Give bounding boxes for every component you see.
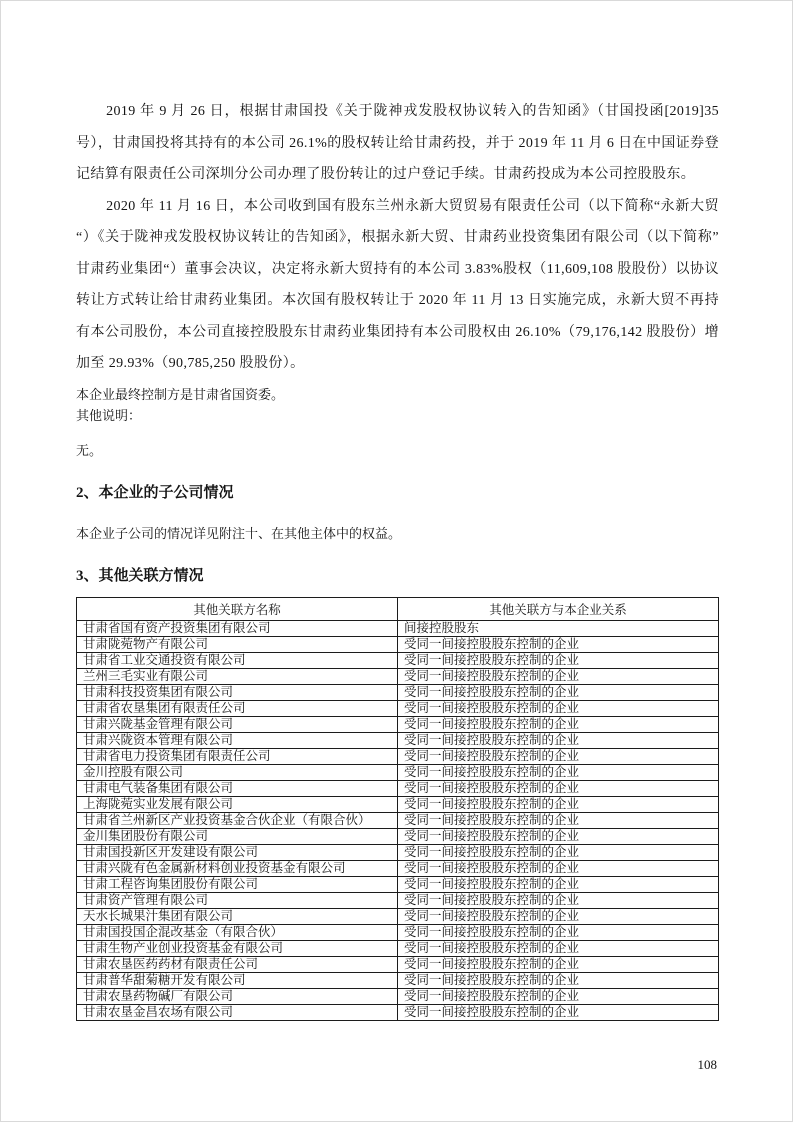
related-parties-table xyxy=(76,597,719,1021)
relationship-cell: 受同一间接控股股东控制的企业 xyxy=(398,844,719,860)
related-party-name-cell: 甘肃国投新区开发建设有限公司 xyxy=(77,844,398,860)
relationship-cell: 受同一间接控股股东控制的企业 xyxy=(398,684,719,700)
related-party-name-cell: 甘肃电气装备集团有限公司 xyxy=(77,780,398,796)
related-party-name-cell: 甘肃国投国企混改基金（有限合伙） xyxy=(77,924,398,940)
related-party-name-cell: 甘肃省电力投资集团有限责任公司 xyxy=(77,748,398,764)
table-row xyxy=(77,780,719,796)
relationship-cell: 受同一间接控股股东控制的企业 xyxy=(398,956,719,972)
relationship-cell: 受同一间接控股股东控制的企业 xyxy=(398,940,719,956)
table-row xyxy=(77,668,719,684)
relationship-cell: 受同一间接控股股东控制的企业 xyxy=(398,780,719,796)
relationship-cell: 受同一间接控股股东控制的企业 xyxy=(398,892,719,908)
paragraph-equity-transfer-2019: 2019 年 9 月 26 日，根据甘肃国投《关于陇神戎发股权协议转入的告知函》（甘国投函[2019]35 号），甘肃国投将其持有的本公司 26.1%的股权转让给甘肃药投，并于 2019 年 11 月 6 日在中国证券登记结算有限责任公司深圳分公司办理了股份转让的过户登记手续。甘肃药投成为本公司控股股东。 xyxy=(76,104,719,182)
table-row xyxy=(77,652,719,668)
related-party-name-cell: 甘肃农垦医药药材有限责任公司 xyxy=(77,956,398,972)
table-row xyxy=(77,1004,719,1020)
relationship-cell: 受同一间接控股股东控制的企业 xyxy=(398,860,719,876)
table-row xyxy=(77,812,719,828)
relationship-cell: 受同一间接控股股东控制的企业 xyxy=(398,988,719,1004)
relationship-cell: 受同一间接控股股东控制的企业 xyxy=(398,876,719,892)
table-row xyxy=(77,764,719,780)
column-header-relationship: 其他关联方与本企业关系 xyxy=(398,597,719,620)
related-party-name-cell: 甘肃农垦药物碱厂有限公司 xyxy=(77,988,398,1004)
related-party-name-cell: 甘肃兴陇基金管理有限公司 xyxy=(77,716,398,732)
note-other-value: 无。 xyxy=(76,442,103,458)
table-body xyxy=(77,620,719,1020)
table-row xyxy=(77,956,719,972)
related-party-name-cell: 甘肃农垦金昌农场有限公司 xyxy=(77,1004,398,1020)
related-party-name-cell: 甘肃省兰州新区产业投资基金合伙企业（有限合伙） xyxy=(77,812,398,828)
related-party-name-cell: 金川控股有限公司 xyxy=(77,764,398,780)
related-party-name-cell: 甘肃科技投资集团有限公司 xyxy=(77,684,398,700)
related-party-name-cell: 甘肃兴陇有色金属新材料创业投资基金有限公司 xyxy=(77,860,398,876)
table-row xyxy=(77,844,719,860)
relationship-cell: 间接控股股东 xyxy=(398,620,719,636)
table-row xyxy=(77,732,719,748)
related-party-name-cell: 甘肃陇菀物产有限公司 xyxy=(77,636,398,652)
relationship-cell: 受同一间接控股股东控制的企业 xyxy=(398,636,719,652)
table-row xyxy=(77,972,719,988)
relationship-cell: 受同一间接控股股东控制的企业 xyxy=(398,668,719,684)
relationship-cell: 受同一间接控股股东控制的企业 xyxy=(398,812,719,828)
related-party-name-cell: 甘肃省农垦集团有限责任公司 xyxy=(77,700,398,716)
table-row xyxy=(77,860,719,876)
relationship-cell: 受同一间接控股股东控制的企业 xyxy=(398,1004,719,1020)
related-party-name-cell: 甘肃省工业交通投资有限公司 xyxy=(77,652,398,668)
table-header-row xyxy=(77,597,719,620)
table-row xyxy=(77,700,719,716)
paragraph-equity-transfer-2020: 2020 年 11 月 16 日，本公司收到国有股东兰州永新大贸贸易有限责任公司（以下简称“永新大贸“）《关于陇神戎发股权协议转让的告知函》，根据永新大贸、甘肃药业投资集团有限公司（以下简称”甘肃药业集团“）董事会决议，决定将永新大贸持有的本公司 3.83%股权（11,609,108 股股份）以协议转让方式转让给甘肃药业集团。本次国有股权转让于 2020 年 11 月 13 日实施完成，永新大贸不再持有本公司股份，本公司直接控股股东甘肃药业集团持有本公司股权由 26.10%（79,176,142 股股份）增加至 29.93%（90,785,250 股股份）。 xyxy=(76,198,719,371)
note-other-label: 其他说明： xyxy=(76,407,142,423)
relationship-cell: 受同一间接控股股东控制的企业 xyxy=(398,828,719,844)
relationship-cell: 受同一间接控股股东控制的企业 xyxy=(398,908,719,924)
relationship-cell: 受同一间接控股股东控制的企业 xyxy=(398,652,719,668)
table-row xyxy=(77,636,719,652)
related-party-name-cell: 兰州三毛实业有限公司 xyxy=(77,668,398,684)
table-row xyxy=(77,620,719,636)
related-party-name-cell: 天水长城果汁集团有限公司 xyxy=(77,908,398,924)
table-row xyxy=(77,876,719,892)
column-header-related-party-name: 其他关联方名称 xyxy=(77,597,398,620)
section-body-subsidiaries: 本企业子公司的情况详见附注十、在其他主体中的权益。 xyxy=(76,525,402,541)
related-party-name-cell: 甘肃省国有资产投资集团有限公司 xyxy=(77,620,398,636)
relationship-cell: 受同一间接控股股东控制的企业 xyxy=(398,796,719,812)
relationship-cell: 受同一间接控股股东控制的企业 xyxy=(398,700,719,716)
related-party-name-cell: 上海陇菀实业发展有限公司 xyxy=(77,796,398,812)
page-number: 108 xyxy=(697,1057,717,1072)
table-row xyxy=(77,684,719,700)
relationship-cell: 受同一间接控股股东控制的企业 xyxy=(398,764,719,780)
relationship-cell: 受同一间接控股股东控制的企业 xyxy=(398,716,719,732)
section-heading-subsidiaries: 2、本企业的子公司情况 xyxy=(76,484,234,501)
relationship-cell: 受同一间接控股股东控制的企业 xyxy=(398,924,719,940)
table-row xyxy=(77,924,719,940)
related-party-name-cell: 金川集团股份有限公司 xyxy=(77,828,398,844)
relationship-cell: 受同一间接控股股东控制的企业 xyxy=(398,748,719,764)
table-row xyxy=(77,748,719,764)
table-row xyxy=(77,716,719,732)
section-heading-related-parties: 3、其他关联方情况 xyxy=(76,567,204,584)
table-row xyxy=(77,796,719,812)
page-content xyxy=(76,96,719,1021)
table-row xyxy=(77,908,719,924)
table-row xyxy=(77,892,719,908)
relationship-cell: 受同一间接控股股东控制的企业 xyxy=(398,972,719,988)
table-row xyxy=(77,988,719,1004)
relationship-cell: 受同一间接控股股东控制的企业 xyxy=(398,732,719,748)
table-row xyxy=(77,940,719,956)
note-ultimate-controller: 本企业最终控制方是甘肃省国资委。 xyxy=(76,386,285,402)
related-party-name-cell: 甘肃兴陇资本管理有限公司 xyxy=(77,732,398,748)
related-party-name-cell: 甘肃生物产业创业投资基金有限公司 xyxy=(77,940,398,956)
related-party-name-cell: 甘肃工程咨询集团股份有限公司 xyxy=(77,876,398,892)
table-row xyxy=(77,828,719,844)
related-party-name-cell: 甘肃普华甜菊糖开发有限公司 xyxy=(77,972,398,988)
related-party-name-cell: 甘肃资产管理有限公司 xyxy=(77,892,398,908)
